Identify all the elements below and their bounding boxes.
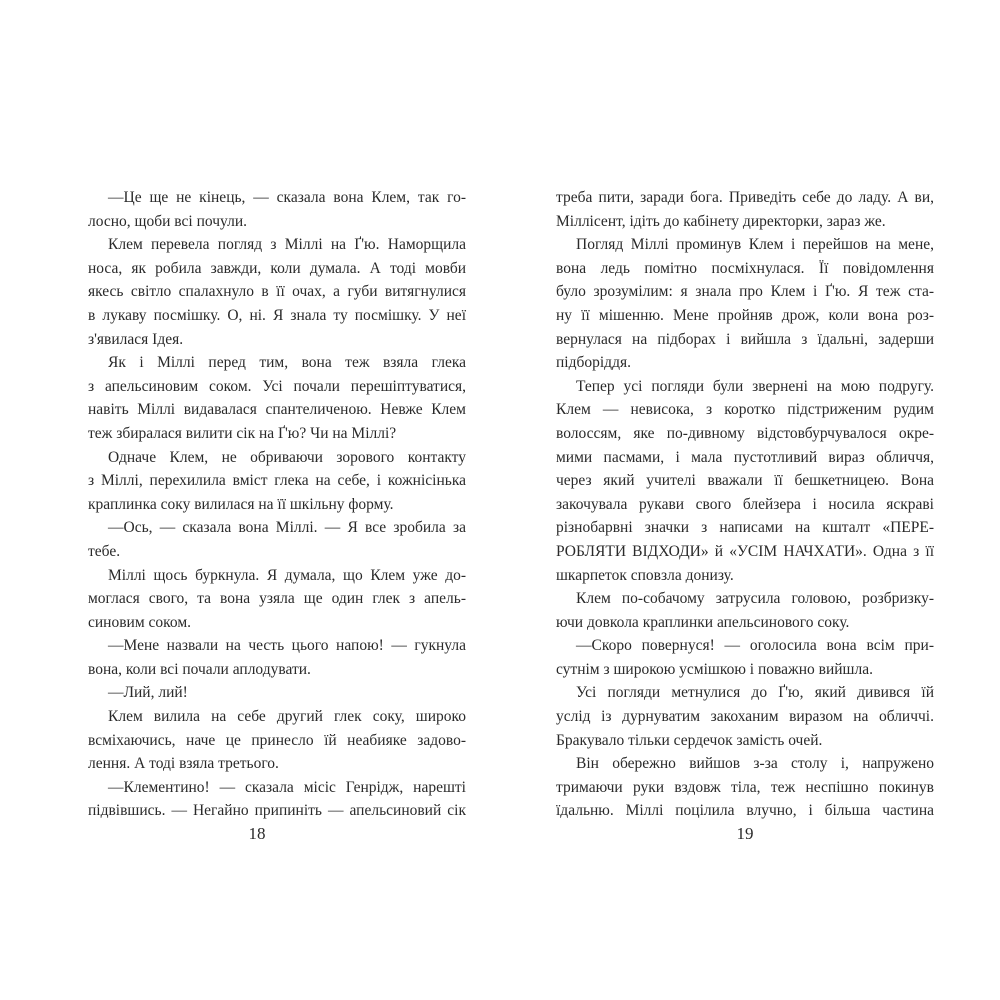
- text-line: —Клементино! — сказала місіс Генрідж, нарешті: [108, 778, 466, 796]
- text-line: Одначе Клем, не обриваючи зорового контакту: [108, 448, 466, 466]
- text-line: Він обережно вийшов з-за столу і, напружено: [576, 755, 934, 773]
- text-line: Клем — невисока, з коротко підстриженим рудим: [556, 401, 934, 419]
- text-line: —Скоро повернуся! — оголосила вона всім при-: [576, 637, 934, 655]
- text-line: вона, коли всі почали аплодувати.: [88, 660, 311, 678]
- text-line: треба пити, заради бога. Приведіть себе до ладу. А ви,: [556, 189, 934, 206]
- text-line: Міллісент, ідіть до кабінету директорки, зараз же.: [556, 212, 886, 230]
- text-line: моглася свого, та вона узяла ще один глек з апель-: [88, 590, 466, 608]
- text-line: теж збиралася вилити сік на Ґ'ю? Чи на Міллі?: [88, 424, 397, 442]
- text-line: —Мене назвали на честь цього напою! — гукнула: [108, 637, 466, 655]
- text-line: тримаючи руки вздовж тіла, теж неспішно покинув: [556, 778, 934, 796]
- text-line: ючи довкола краплинки апельсинового соку.: [556, 613, 850, 631]
- text-line: волоссям, яке по-дивному відстовбурчувалося окре-: [556, 424, 934, 442]
- text-line: Клем перевела погляд з Міллі на Ґ'ю. Наморщила: [108, 236, 466, 254]
- text-line: Усі погляди метнулися до Ґ'ю, який дивився їй: [576, 684, 934, 702]
- text-line: вона ледь помітно посміхнулася. Її повідомлення: [556, 259, 934, 277]
- left-page-text: [88, 186, 466, 823]
- text-line: було зрозумілим: я знала про Клем і Ґ'ю. Я теж ста-: [556, 283, 934, 301]
- text-line: Тепер усі погляди були звернені на мою подругу.: [576, 377, 934, 395]
- text-line: лення. А тоді взяла третього.: [88, 755, 279, 773]
- text-line: Міллі щось буркнула. Я думала, що Клем уже до-: [108, 566, 466, 584]
- text-line: якесь світло спалахнуло в її очах, а губи витягнулися: [88, 283, 466, 301]
- text-line: услід із дурнуватим закоханим виразом на обличчі.: [556, 708, 934, 726]
- text-line: вернулася на підборах і вийшла з їдальні, задерши: [556, 330, 934, 348]
- text-line: Бракувало тільки сердечок замість очей.: [556, 731, 823, 749]
- text-line: з Міллі, перехилила вміст глека на себе, і кожнісінька: [88, 472, 466, 490]
- right-page-text: [556, 186, 934, 823]
- text-line: закочувала рукави свого блейзера і носила яскраві: [556, 495, 934, 513]
- text-line: лосно, щоби всі почули.: [88, 212, 247, 230]
- left-page-number: 18: [248, 824, 266, 843]
- text-line: —Це ще не кінець, — сказала вона Клем, так го-: [108, 189, 466, 206]
- text-line: в лукаву посмішку. О, ні. Я знала ту посмішку. У неї: [88, 306, 466, 324]
- text-line: РОБЛЯТИ ВІДХОДИ» й «УСІМ НАЧХАТИ». Одна з її: [556, 542, 934, 560]
- text-line: синовим соком.: [88, 613, 192, 631]
- text-line: Як і Міллі перед тим, вона теж взяла глека: [108, 354, 466, 372]
- text-line: носа, як робила завжди, коли думала. А тоді мовби: [88, 259, 466, 277]
- text-line: шкарпеток сповзла донизу.: [556, 566, 734, 584]
- text-line: —Лий, лий!: [108, 684, 188, 702]
- right-page-number: 19: [736, 824, 754, 843]
- text-line: ну її мішенню. Мене пройняв дрож, коли вона роз-: [556, 306, 934, 324]
- text-line: Погляд Міллі проминув Клем і перейшов на мене,: [576, 236, 934, 254]
- text-line: їдальню. Міллі поцілила влучно, і більша частина: [556, 802, 934, 820]
- text-line: з'явилася Ідея.: [88, 330, 184, 348]
- text-line: через який учителі вважали її бешкетницею. Вона: [556, 472, 934, 490]
- text-line: всміхаючись, наче це принесло їй неабияке задово-: [88, 731, 466, 749]
- text-line: з апельсиновим соком. Усі почали перешіптуватися,: [88, 377, 466, 395]
- text-line: краплинка соку вилилася на її шкільну форму.: [88, 495, 394, 513]
- text-line: тебе.: [88, 542, 121, 560]
- text-line: навіть Міллі видавалася спантеличеною. Невже Клем: [88, 401, 466, 419]
- text-line: сутнім з широкою усмішкою і поважно вийшла.: [556, 660, 873, 678]
- text-line: різнобарвні значки з написами на кшталт «ПЕРЕ-: [556, 519, 934, 537]
- text-line: мими пасмами, і мала пустотливий вираз обличчя,: [556, 448, 934, 466]
- text-line: Клем вилила на себе другий глек соку, широко: [108, 708, 466, 726]
- text-line: —Ось, — сказала вона Міллі. — Я все зробила за: [108, 519, 466, 537]
- text-line: Клем по-собачому затрусила головою, розбризку-: [576, 590, 934, 608]
- text-line: підвівшись. — Негайно припиніть — апельсиновий сік: [88, 802, 466, 820]
- text-line: підборіддя.: [556, 354, 631, 372]
